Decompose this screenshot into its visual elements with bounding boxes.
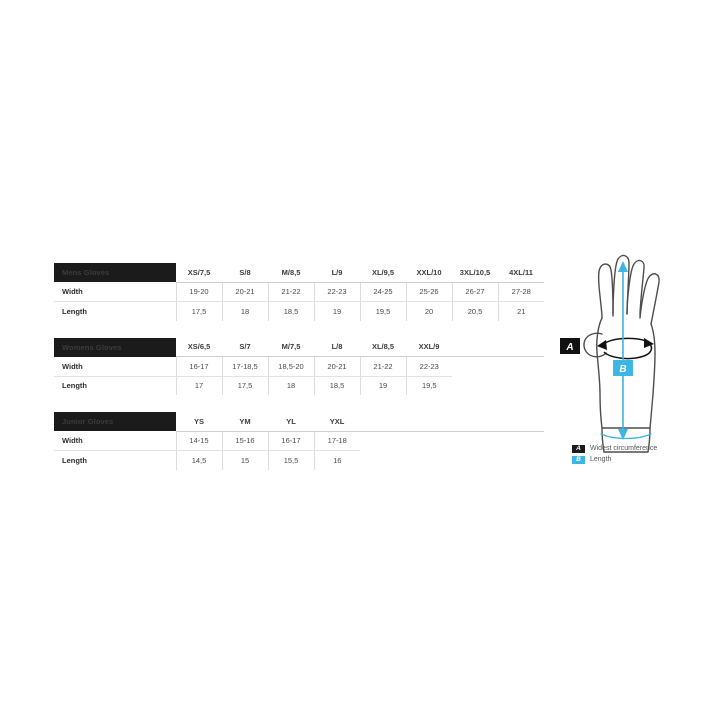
- cell: 17-18: [314, 431, 360, 451]
- column-header: L/9: [314, 263, 360, 282]
- cell: 27-28: [498, 282, 544, 302]
- cell: 19: [360, 376, 406, 395]
- cell: 22-23: [406, 357, 452, 377]
- table-header-row: [54, 263, 544, 282]
- marker-a-label: A: [566, 342, 574, 353]
- cell: 26-27: [452, 282, 498, 302]
- column-header: YXL: [314, 412, 360, 431]
- arrow-head-up: [618, 261, 628, 272]
- table-title: Junior Gloves: [54, 412, 176, 431]
- cell-empty: [452, 376, 498, 395]
- table-row: [54, 431, 544, 451]
- marker-b-label: B: [619, 364, 627, 375]
- column-header-empty: [452, 338, 498, 357]
- table-row: [54, 376, 544, 395]
- cell-empty: [360, 431, 406, 451]
- cell: 16-17: [268, 431, 314, 451]
- table-title: Mens Gloves: [54, 263, 176, 282]
- legend-key-a-icon: A: [572, 445, 585, 453]
- cell: 18,5-20: [268, 357, 314, 377]
- table-header-row: [54, 338, 544, 357]
- cell: 15,5: [268, 451, 314, 470]
- cell: 19: [314, 302, 360, 321]
- row-label: Width: [54, 282, 176, 302]
- table-junior-gloves: [54, 412, 544, 470]
- table-row: [54, 451, 544, 470]
- column-header-empty: [360, 412, 406, 431]
- column-header: YS: [176, 412, 222, 431]
- cell-empty: [406, 451, 452, 470]
- column-header: S/7: [222, 338, 268, 357]
- cell: 18,5: [268, 302, 314, 321]
- cell: 20,5: [452, 302, 498, 321]
- legend: [572, 443, 720, 465]
- marker-a-badge: [560, 338, 580, 354]
- cell-empty: [452, 431, 498, 451]
- column-header: XS/6,5: [176, 338, 222, 357]
- marker-b-badge: [613, 360, 633, 376]
- cell: 21-22: [360, 357, 406, 377]
- table-womens-gloves: [54, 338, 544, 396]
- column-header: 4XL/11: [498, 263, 544, 282]
- cell: 17,5: [176, 302, 222, 321]
- cell: 17-18,5: [222, 357, 268, 377]
- cell: 15-16: [222, 431, 268, 451]
- cell: 17,5: [222, 376, 268, 395]
- cell: 25-26: [406, 282, 452, 302]
- cell-empty: [406, 431, 452, 451]
- table-title: Womens Gloves: [54, 338, 176, 357]
- cell: 21-22: [268, 282, 314, 302]
- row-label: Length: [62, 306, 87, 316]
- cell: 18,5: [314, 376, 360, 395]
- cell: 22-23: [314, 282, 360, 302]
- column-header: XS/7,5: [176, 263, 222, 282]
- column-header: YM: [222, 412, 268, 431]
- legend-label-a: Widest circumference: [590, 445, 658, 452]
- cell-empty: [498, 451, 544, 470]
- table-mens-gloves: [54, 263, 544, 321]
- column-header: XL/9,5: [360, 263, 406, 282]
- column-header: XL/8,5: [360, 338, 406, 357]
- cell: 24-25: [360, 282, 406, 302]
- arrow-head-left: [597, 340, 607, 350]
- column-header-empty: [498, 412, 544, 431]
- cell-empty: [498, 376, 544, 395]
- legend-label-b: Length: [590, 456, 612, 463]
- column-header: XXL/9: [406, 338, 452, 357]
- column-header-empty: [452, 412, 498, 431]
- table-row: [54, 357, 544, 377]
- row-label: Width: [54, 357, 176, 377]
- column-header-empty: [498, 338, 544, 357]
- cell-empty: [452, 451, 498, 470]
- cell: 20: [406, 302, 452, 321]
- row-label: Width: [54, 431, 176, 451]
- cell: 16: [314, 451, 360, 470]
- cell: 17: [176, 376, 222, 395]
- column-header-empty: [406, 412, 452, 431]
- cell: 14-15: [176, 431, 222, 451]
- column-header: S/8: [222, 263, 268, 282]
- legend-key-b-icon: B: [572, 456, 585, 464]
- cell: 14,5: [176, 451, 222, 470]
- cell: 20-21: [222, 282, 268, 302]
- cell-empty: [452, 357, 498, 377]
- table-row: [54, 302, 544, 321]
- cell: 19,5: [406, 376, 452, 395]
- legend-item-b: [572, 454, 720, 465]
- size-tables: [54, 263, 544, 487]
- column-header: XXL/10: [406, 263, 452, 282]
- table-header-row: [54, 412, 544, 431]
- cell: 19,5: [360, 302, 406, 321]
- table-row: [54, 282, 544, 302]
- cell: 16-17: [176, 357, 222, 377]
- cell: 15: [222, 451, 268, 470]
- column-header: L/8: [314, 338, 360, 357]
- row-label: Length: [62, 455, 87, 465]
- cell-empty: [360, 451, 406, 470]
- row-label: Length: [62, 381, 87, 391]
- cell: 18: [222, 302, 268, 321]
- cell-empty: [498, 431, 544, 451]
- column-header: M/8,5: [268, 263, 314, 282]
- cell-empty: [498, 357, 544, 377]
- cell: 21: [498, 302, 544, 321]
- column-header: 3XL/10,5: [452, 263, 498, 282]
- cell: 18: [268, 376, 314, 395]
- arrow-head-right: [644, 338, 654, 348]
- legend-item-a: [572, 443, 720, 454]
- column-header: YL: [268, 412, 314, 431]
- cell: 20-21: [314, 357, 360, 377]
- cell: 19-20: [176, 282, 222, 302]
- column-header: M/7,5: [268, 338, 314, 357]
